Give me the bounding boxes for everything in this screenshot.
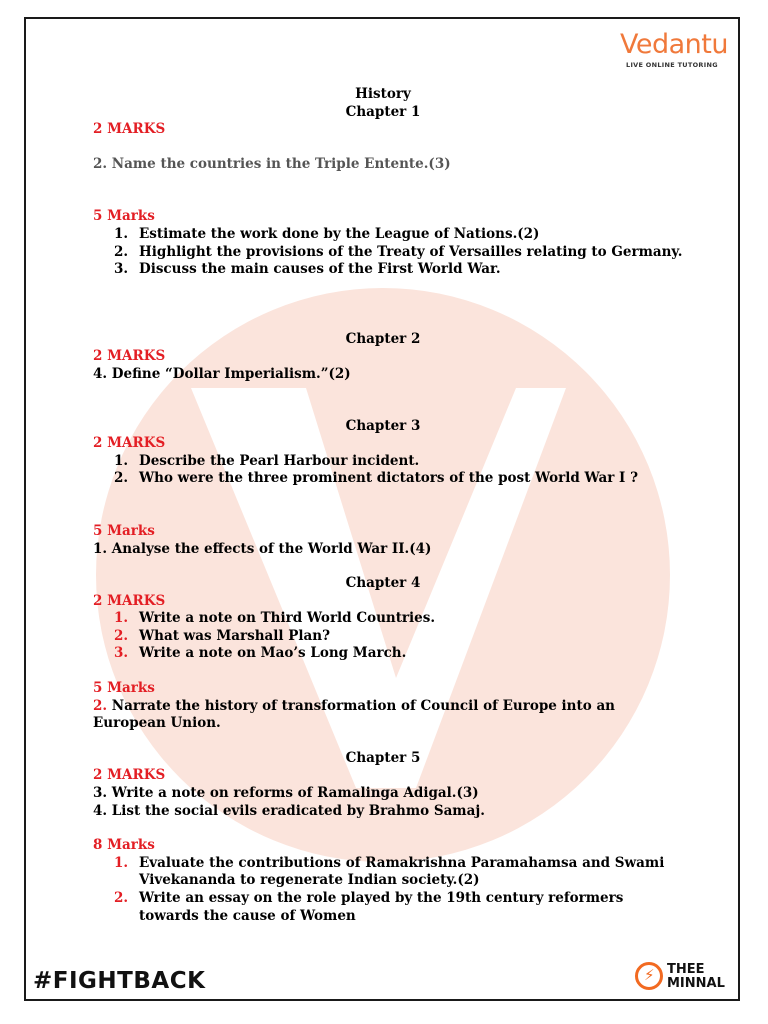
ch4-5marks-question: 2. Narrate the history of transformation of Council of Europe into an European Union. — [93, 697, 616, 732]
ch5-question-3: 3. Write a note on reforms of Ramalinga Adigal.(3) — [93, 785, 479, 802]
chapter-5-heading: Chapter 5 — [345, 749, 421, 766]
chapter-4-heading: Chapter 4 — [345, 575, 421, 592]
logo-line-1: THEE — [667, 962, 705, 977]
page-title: History — [355, 86, 411, 102]
ch1-2marks-label: 2 MARKS — [93, 121, 166, 138]
ch1-question-2: 2. Name the countries in the Triple Entente.(3) — [93, 155, 451, 172]
ch5-8marks-list — [93, 855, 678, 925]
list-item: 3. Discuss the main causes of the First World War. — [114, 261, 501, 278]
chapter-1-heading: Chapter 1 — [345, 103, 421, 120]
question-content — [93, 82, 683, 925]
ch3-5marks-label: 5 Marks — [93, 522, 155, 539]
ch5-8marks-label: 8 Marks — [93, 837, 155, 854]
ch3-2marks-list — [93, 453, 683, 488]
lightning-icon: ⚡ — [644, 966, 655, 984]
list-item: 2. What was Marshall Plan? — [114, 627, 331, 644]
ch4-2marks-list — [93, 610, 683, 663]
list-item: 2. Who were the three prominent dictators of the post World War I ? — [114, 470, 638, 487]
ch1-5marks-label: 5 Marks — [93, 208, 155, 225]
list-item: 1. Estimate the work done by the League of Nations.(2) — [114, 225, 540, 242]
ch3-5marks-question: 1. Analyse the effects of the World War II.(4) — [93, 540, 432, 557]
chapter-3-heading: Chapter 3 — [345, 417, 421, 434]
brand-name: Vedantu — [620, 29, 728, 60]
ch2-2marks-label: 2 MARKS — [93, 348, 166, 365]
fightback-hashtag: #FIGHTBACK — [33, 968, 206, 994]
ch5-question-4: 4. List the social evils eradicated by Brahmo Samaj. — [93, 802, 485, 819]
brand-tagline: LIVE ONLINE TUTORING — [626, 61, 718, 69]
ch1-5marks-list — [93, 226, 683, 279]
list-item: 1. Describe the Pearl Harbour incident. — [114, 452, 420, 469]
list-item: 3. Write a note on Mao’s Long March. — [114, 645, 407, 662]
logo-line-2: MINNAL — [667, 976, 725, 991]
ch2-question-4: 4. Define “Dollar Imperialism.”(2) — [93, 365, 351, 382]
vedantu-logo — [620, 30, 730, 74]
list-item: 2. Write an essay on the role played by the 19th century reformers towards the cause of Women — [114, 890, 624, 924]
ch3-2marks-label: 2 MARKS — [93, 435, 166, 452]
ch4-5marks-label: 5 Marks — [93, 680, 155, 697]
list-item: 2. Highlight the provisions of the Treaty of Versailles relating to Germany. — [114, 243, 683, 260]
ch4-2marks-label: 2 MARKS — [93, 592, 166, 609]
list-item: 1. Evaluate the contributions of Ramakrishna Paramahamsa and Swami Vivekananda to regenerate Indian society.(2) — [114, 854, 665, 889]
list-item: 1. Write a note on Third World Countries. — [114, 610, 436, 627]
thee-minnal-logo — [635, 961, 735, 995]
chapter-2-heading: Chapter 2 — [345, 330, 421, 347]
ch5-2marks-label: 2 MARKS — [93, 767, 166, 784]
